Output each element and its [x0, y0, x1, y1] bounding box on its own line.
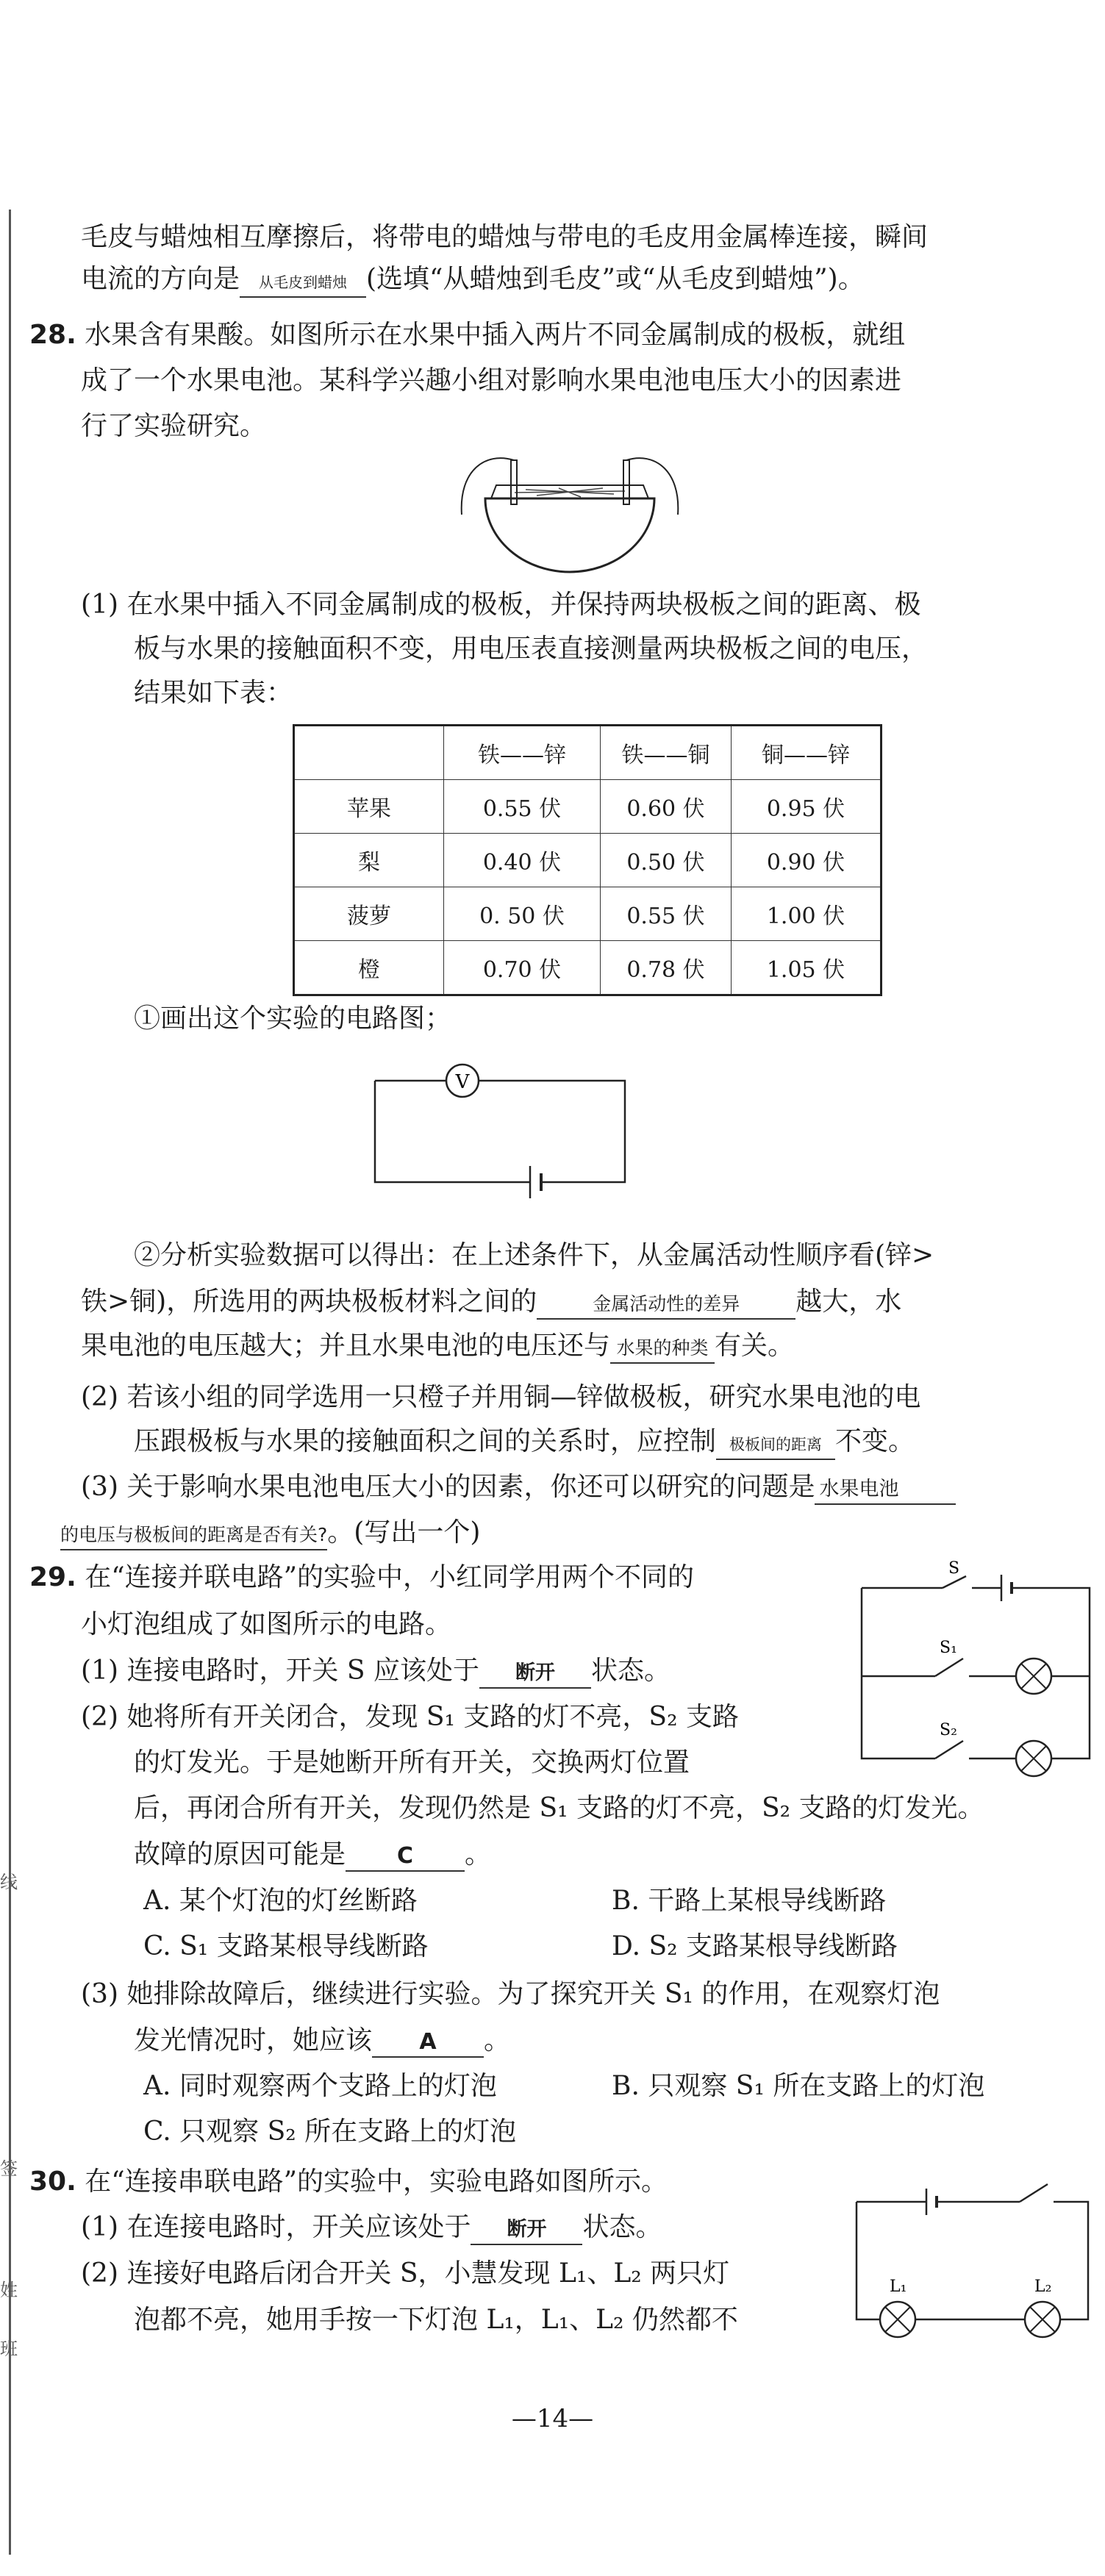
table-header-cell: [294, 726, 444, 780]
question-28-part1: 板与水果的接触面积不变，用电压表直接测量两块极板之间的电压，: [134, 634, 929, 664]
question-30-stem: 30. 在“连接串联电路”的实验中，实验电路如图所示。: [29, 2167, 668, 2197]
question-29-part2: 故障的原因可能是 C 。: [134, 1838, 491, 1872]
answer-blank: A: [372, 2028, 484, 2058]
table-cell: 0.70 伏: [444, 941, 601, 995]
question-28-part1: 结果如下表：: [134, 678, 293, 708]
answer-option: A. 某个灯泡的灯丝断路: [143, 1886, 418, 1916]
question-number: 29.: [29, 1562, 76, 1592]
table-cell: 梨: [294, 834, 444, 887]
question-28-stem: 成了一个水果电池。某科学兴趣小组对影响水果电池电压大小的因素进: [81, 365, 902, 396]
answer-option: C. S₁ 支路某根导线断路: [143, 1931, 429, 1961]
margin-mark: 线: [0, 1872, 18, 1892]
table-cell: 菠萝: [294, 887, 444, 941]
question-29-stem: 小灯泡组成了如图所示的电路。: [81, 1609, 452, 1639]
table-cell: 0.60 伏: [601, 780, 732, 834]
table-cell: 0.50 伏: [601, 834, 732, 887]
answer-blank: 极板间的距离: [716, 1431, 835, 1460]
intro-line: 毛皮与蜡烛相互摩擦后，将带电的蜡烛与带电的毛皮用金属棒连接，瞬间: [81, 222, 929, 252]
table-header-cell: 铜——锌: [732, 726, 882, 780]
page-number: —14—: [511, 2404, 594, 2433]
switch-s-label: S: [948, 1559, 960, 1578]
question-28-sub2: ②分析实验数据可以得出：在上述条件下，从金属活动性顺序看(锌>: [134, 1240, 934, 1270]
answer-blank: 金属活动性的差异: [537, 1290, 795, 1320]
question-29-stem: 29. 在“连接并联电路”的实验中，小红同学用两个不同的: [29, 1562, 695, 1592]
fruit-battery-figure: [456, 456, 684, 573]
question-30-part2: (2) 连接好电路后闭合开关 S，小慧发现 L₁、L₂ 两只灯: [81, 2258, 730, 2289]
question-30-part2: 泡都不亮，她用手按一下灯泡 L₁，L₁、L₂ 仍然都不: [134, 2305, 738, 2335]
question-number: 30.: [29, 2167, 76, 2197]
answer-blank: 的电压与极板间的距离是否有关?: [60, 1521, 327, 1550]
table-cell: 0.55 伏: [444, 780, 601, 834]
table-cell: 0.78 伏: [601, 941, 732, 995]
table-cell: 0. 50 伏: [444, 887, 601, 941]
switch-s2-label: S₂: [940, 1721, 957, 1739]
answer-blank: 断开: [479, 1659, 591, 1689]
question-28-part2: (2) 若该小组的同学选用一只橙子并用铜—锌做极板，研究水果电池的电: [81, 1382, 921, 1412]
answer-option: A. 同时观察两个支路上的灯泡: [143, 2071, 497, 2101]
question-28-stem: 行了实验研究。: [81, 411, 267, 441]
table-cell: 0.40 伏: [444, 834, 601, 887]
lamp-l1-label: L₁: [890, 2278, 907, 2296]
intro-line: 电流的方向是 从毛皮到蜡烛 (选填“从蜡烛到毛皮”或“从毛皮到蜡烛”)。: [81, 262, 865, 298]
question-number: 28.: [29, 320, 76, 350]
table-row: [294, 941, 882, 995]
answer-option: C. 只观察 S₂ 所在支路上的灯泡: [143, 2117, 517, 2147]
margin-mark: 姓: [0, 2280, 18, 2300]
table-cell: 苹果: [294, 780, 444, 834]
question-29-part3: (3) 她排除故障后，继续进行实验。为了探究开关 S₁ 的作用，在观察灯泡: [81, 1979, 940, 2009]
table-cell: 1.05 伏: [732, 941, 882, 995]
answer-option: D. S₂ 支路某根导线断路: [612, 1931, 898, 1961]
table-row: [294, 780, 882, 834]
margin-mark: 班: [0, 2339, 18, 2359]
question-28-sub1: ①画出这个实验的电路图；: [134, 1003, 452, 1034]
answer-blank: 从毛皮到蜡烛: [240, 268, 366, 298]
table-header-cell: 铁——铜: [601, 726, 732, 780]
question-29-part2: 后，再闭合所有开关，发现仍然是 S₁ 支路的灯不亮，S₂ 支路的灯发光。: [134, 1793, 984, 1823]
series-circuit-figure: [849, 2172, 1095, 2341]
question-28-part2: 压跟极板与水果的接触面积之间的关系时，应控制 极板间的距离 不变。: [134, 1425, 915, 1460]
answer-blank: 断开: [471, 2216, 582, 2245]
lamp-l2-label: L₂: [1034, 2278, 1052, 2296]
voltmeter-label: V: [455, 1071, 470, 1093]
answer-option: B. 干路上某根导线断路: [612, 1886, 887, 1916]
switch-s1-label: S₁: [940, 1639, 957, 1657]
question-28-part1: (1) 在水果中插入不同金属制成的极板，并保持两块极板之间的距离、极: [81, 590, 921, 620]
answer-blank: 水果的种类: [610, 1334, 715, 1364]
answer-blank: C: [346, 1842, 465, 1872]
table-cell: 0.55 伏: [601, 887, 732, 941]
table-row: [294, 887, 882, 941]
question-29-part1: (1) 连接电路时，开关 S 应该处于 断开 状态。: [81, 1654, 670, 1689]
question-28-sub2: 果电池的电压越大；并且水果电池的电压还与 水果的种类 有关。: [81, 1329, 794, 1364]
table-cell: 0.90 伏: [732, 834, 882, 887]
question-28-sub2: 铁>铜)，所选用的两块极板材料之间的 金属活动性的差异 越大，水: [81, 1285, 901, 1320]
question-30-part1: (1) 在连接电路时，开关应该处于 断开 状态。: [81, 2211, 662, 2245]
question-28-stem: 28. 水果含有果酸。如图所示在水果中插入两片不同金属制成的极板，就组: [29, 320, 906, 350]
table-cell: 1.00 伏: [732, 887, 882, 941]
question-29-part3: 发光情况时，她应该 A 。: [134, 2024, 510, 2058]
question-28-part3: 的电压与极板间的距离是否有关?。(写出一个): [60, 1516, 480, 1550]
question-29-part2: 的灯发光。于是她断开所有开关，交换两灯位置: [134, 1747, 690, 1778]
margin-mark: 签: [0, 2158, 18, 2179]
binding-margin-line: [9, 210, 11, 2555]
table-cell: 橙: [294, 941, 444, 995]
voltmeter-circuit-figure: [375, 1066, 625, 1195]
answer-option: B. 只观察 S₁ 所在支路上的灯泡: [612, 2071, 985, 2101]
table-header-cell: 铁——锌: [444, 726, 601, 780]
table-row: [294, 834, 882, 887]
question-29-part2: (2) 她将所有开关闭合，发现 S₁ 支路的灯不亮，S₂ 支路: [81, 1702, 739, 1732]
table-cell: 0.95 伏: [732, 780, 882, 834]
parallel-circuit-figure: [854, 1559, 1097, 1779]
table-header-row: [294, 726, 882, 780]
voltage-data-table: [293, 724, 882, 996]
answer-blank: 水果电池: [815, 1475, 956, 1505]
question-28-part3: (3) 关于影响水果电池电压大小的因素，你还可以研究的问题是 水果电池: [81, 1470, 956, 1505]
